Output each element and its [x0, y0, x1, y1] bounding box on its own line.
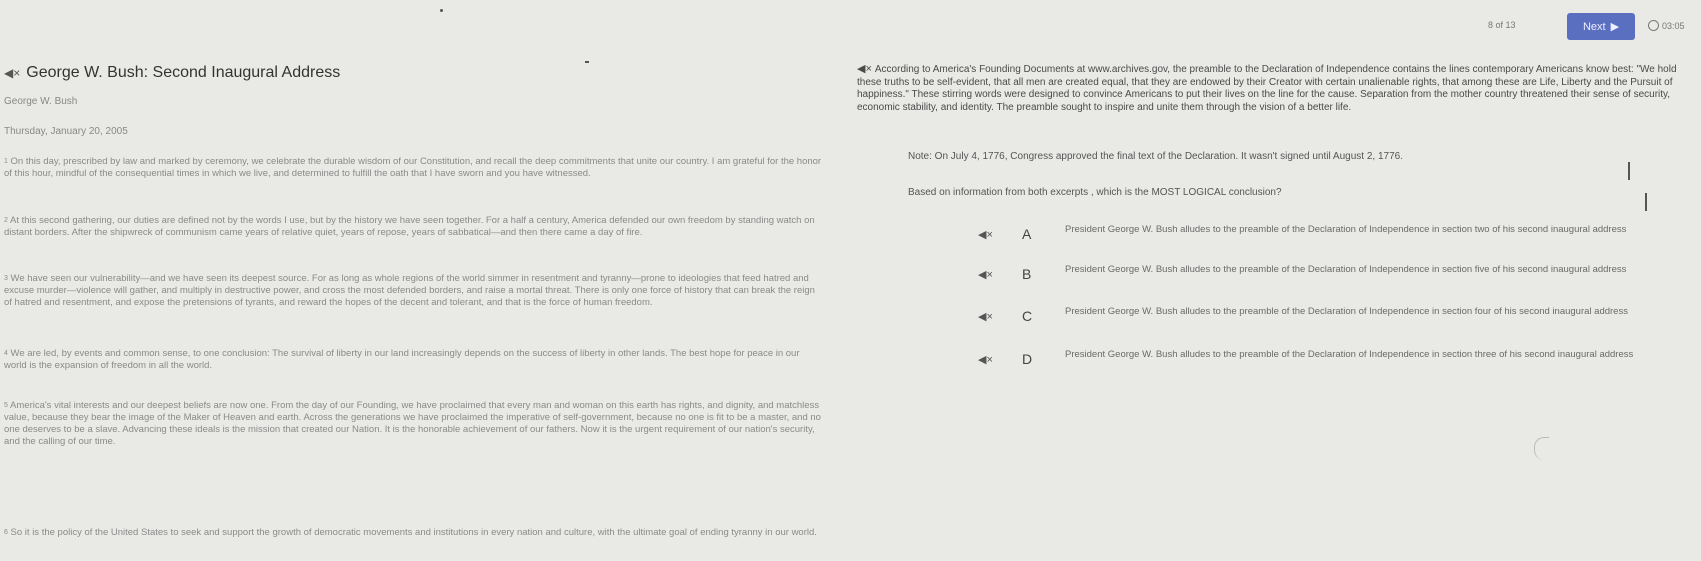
clock-icon: [1648, 20, 1659, 31]
question-stem: Based on information from both excerpts , which is the MOST LOGICAL conclusion?: [908, 187, 1282, 198]
passage-paragraph: [4, 527, 824, 539]
choice-text: President George W. Bush alludes to the preamble of the Declaration of Independence in section four of his second inaugural address: [1065, 306, 1628, 317]
question-panel: [857, 60, 1701, 561]
choice-letter: A: [1022, 226, 1032, 242]
decorative-arc: [1534, 437, 1549, 460]
speaker-icon[interactable]: ◀×: [978, 269, 993, 281]
passage-panel: [0, 60, 840, 561]
timer-value: 03:05: [1662, 20, 1685, 31]
choice-text: President George W. Bush alludes to the preamble of the Declaration of Independence in section two of his second inaugural address: [1065, 224, 1627, 235]
paragraph-number: 3: [4, 275, 8, 282]
paragraph-number: 4: [4, 350, 8, 357]
paragraph-number: 2: [4, 217, 8, 224]
speaker-icon[interactable]: ◀×: [4, 66, 21, 80]
paragraph-number: 1: [4, 158, 8, 165]
timer: [1648, 20, 1685, 31]
passage-paragraph: [4, 400, 824, 448]
paragraph-text: On this day, prescribed by law and marked by ceremony, we celebrate the durable wisdom of our Constitution, and recall the deep commitments that unite our country. I am grateful for the honor of this hour, mindful of the consequential times in which we live, and determined to fulfill the oath that I have sworn and you have witnessed.: [4, 156, 822, 179]
passage-date: Thursday, January 20, 2005: [4, 126, 128, 137]
passage-title: [4, 64, 340, 82]
paragraph-text: We are led, by events and common sense, to one conclusion: The survival of liberty in our land increasingly depends on the success of liberty in other lands. The best hope for peace in our world is the expansion of freedom in all the world.: [4, 348, 800, 371]
choice-text: President George W. Bush alludes to the preamble of the Declaration of Independence in section three of his second inaugural address: [1065, 349, 1634, 360]
answer-choice-d[interactable]: [857, 349, 1701, 385]
question-prompt-text: According to America's Founding Documents at www.archives.gov, the preamble to the Declaration of Independence contains the lines contemporary Americans know best: "We hold these truths to be self-evident, that all men are created equal, that they are endowed by their Creator with certain unalienable rights, that among these are Life, Liberty and the Pursuit of happiness." These stirring words were designed to convince Americans to put their lives on the line for the cause. Separation from the mother country threatened their sense of security, economic stability, and identity. The preamble sought to inspire and unite them through the vision of a better life.: [857, 64, 1677, 113]
passage-paragraph: [4, 348, 824, 372]
speaker-icon[interactable]: ◀×: [978, 354, 993, 366]
passage-paragraph: [4, 273, 824, 309]
paragraph-text: At this second gathering, our duties are defined not by the words I use, but by the history we have seen together. For a half a century, America defended our own freedom by standing watch on distant borders. After the shipwreck of communism came years of relative quiet, years of repose, years of sabbatical—and then there came a day of fire.: [4, 215, 815, 238]
paragraph-text: We have seen our vulnerability—and we have seen its deepest source. For as long as whole regions of the world simmer in resentment and tyranny—prone to ideologies that feed hatred and excuse murder—violence will gather, and multiply in destructive power, and cross the most defended borders, and raise a mortal threat. There is only one force of history that can break the reign of hatred and resentment, and expose the pretensions of tyrants, and reward the hopes of the decent and tolerant, and that is the force of human freedom.: [4, 273, 815, 308]
paragraph-text: America's vital interests and our deepest beliefs are now one. From the day of our Founding, we have proclaimed that every man and woman on this earth has rights, and dignity, and matchless value, because they bear the image of the Maker of Heaven and earth. Across the generations we have proclaimed the imperative of self-government, because no one is fit to be a master, and no one deserves to be a slave. Advancing these ideals is the mission that created our Nation. It is the honorable achievement of our fathers. Now it is the urgent requirement of our nation's security, and the calling of our time.: [4, 400, 821, 447]
choice-letter: B: [1022, 266, 1032, 282]
paragraph-text: So it is the policy of the United States to seek and support the growth of democratic movements and institutions in every nation and culture, with the ultimate goal of ending tyranny in our world.: [10, 527, 817, 538]
choice-letter: C: [1022, 308, 1033, 324]
answer-choice-b[interactable]: [857, 264, 1701, 300]
paragraph-number: 6: [4, 529, 8, 536]
paragraph-number: 5: [4, 402, 8, 409]
passage-author: George W. Bush: [4, 96, 78, 107]
next-button-label: Next: [1582, 20, 1606, 33]
chevron-right-icon: ▶: [1610, 21, 1620, 33]
next-button[interactable]: [1567, 13, 1635, 40]
question-counter: 8 of 13: [1488, 20, 1516, 30]
answer-choice-a[interactable]: [857, 224, 1701, 260]
choice-text: President George W. Bush alludes to the preamble of the Declaration of Independence in section five of his second inaugural address: [1065, 264, 1627, 275]
answer-choice-c[interactable]: [857, 306, 1701, 342]
speaker-icon[interactable]: ◀×: [978, 311, 993, 323]
question-note: Note: On July 4, 1776, Congress approved the final text of the Declaration. It wasn't signed until August 2, 1776.: [908, 151, 1403, 162]
passage-title-text: George W. Bush: Second Inaugural Address: [26, 64, 341, 81]
top-bar: [0, 0, 1701, 40]
speaker-icon[interactable]: ◀×: [857, 63, 872, 75]
speaker-icon[interactable]: ◀×: [978, 229, 993, 241]
question-prompt: [857, 63, 1687, 114]
scroll-marker: [1628, 162, 1630, 180]
decorative-dot: [440, 9, 443, 12]
choice-letter: D: [1022, 351, 1033, 367]
scroll-marker: [1645, 193, 1647, 211]
passage-paragraph: [4, 215, 824, 239]
passage-paragraph: [4, 156, 824, 180]
